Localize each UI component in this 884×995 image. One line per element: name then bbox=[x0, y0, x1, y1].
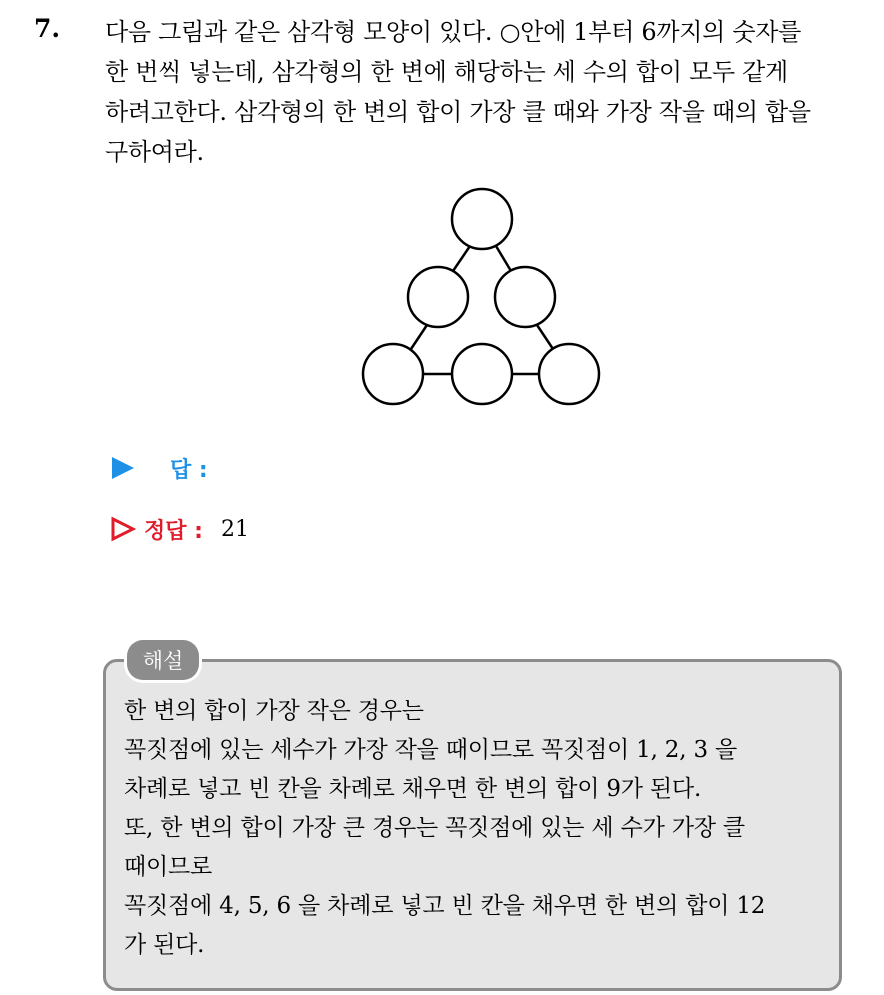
solution-line: 가 된다. bbox=[124, 932, 205, 958]
figure-edge bbox=[411, 325, 427, 349]
play-marker-icon bbox=[110, 455, 136, 481]
solution-text bbox=[124, 692, 834, 965]
question-number: 7. bbox=[34, 14, 61, 43]
correct-answer-label: 정답 : bbox=[144, 518, 203, 544]
solution-tab: 해설 bbox=[127, 640, 199, 680]
answer-row bbox=[110, 452, 226, 484]
solution-line: 꼭짓점에 4, 5, 6 을 차례로 넣고 빈 칸을 채우면 한 변의 합이 12 bbox=[124, 893, 766, 919]
solution-line: 차례로 넣고 빈 칸을 차례로 채우면 한 변의 합이 9가 된다. bbox=[124, 776, 702, 802]
blank-circle-bottom-center bbox=[452, 344, 512, 404]
triangle-circle-figure bbox=[0, 0, 884, 440]
solution-line: 한 변의 합이 가장 작은 경우는 bbox=[124, 698, 424, 724]
solution-line: 또, 한 변의 합이 가장 큰 경우는 꼭짓점에 있는 세 수가 가장 클 bbox=[124, 815, 745, 841]
question-line: 다음 그림과 같은 삼각형 모양이 있다. ○안에 1부터 6까지의 숫자를 bbox=[105, 18, 801, 46]
outline-play-marker-icon bbox=[110, 516, 136, 542]
solution-line: 꼭짓점에 있는 세수가 가장 작을 때이므로 꼭짓점이 1, 2, 3 을 bbox=[124, 737, 738, 763]
blank-circle-mid-right bbox=[495, 267, 555, 327]
question-line: 한 번씩 넣는데, 삼각형의 한 변에 해당하는 세 수의 합이 모두 같게 bbox=[105, 58, 788, 86]
blank-circle-top bbox=[452, 189, 512, 249]
figure-edge bbox=[453, 246, 470, 271]
answer-label: 답 : bbox=[170, 457, 208, 483]
figure-edge bbox=[496, 246, 511, 271]
solution-line: 때이므로 bbox=[124, 854, 213, 880]
blank-circle-bottom-right bbox=[539, 344, 599, 404]
correct-answer-value: 21 bbox=[220, 516, 249, 542]
blank-circle-bottom-left bbox=[363, 344, 423, 404]
question-line: 구하여라. bbox=[105, 138, 204, 166]
question-line: 하려고한다. 삼각형의 한 변의 합이 가장 클 때와 가장 작을 때의 합을 bbox=[105, 98, 811, 126]
correct-answer-row bbox=[110, 513, 249, 545]
figure-edge bbox=[537, 325, 553, 349]
blank-circle-mid-left bbox=[408, 267, 468, 327]
